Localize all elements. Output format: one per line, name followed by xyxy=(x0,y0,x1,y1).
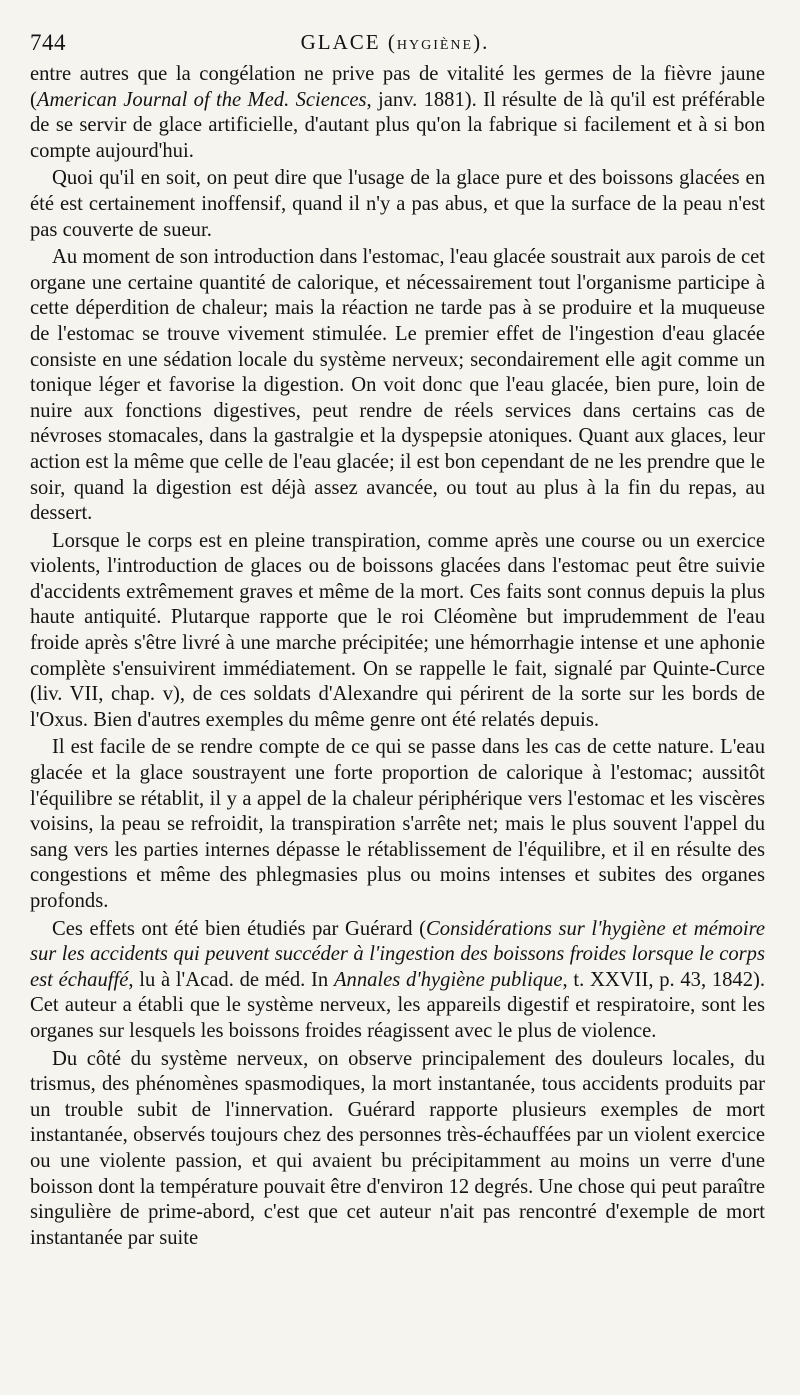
paragraph-6-text-a: Ces effets ont été bien étudiés par Guérard ( xyxy=(52,917,426,940)
paragraph-6-text-b: , lu à l'Acad. de méd. In xyxy=(128,968,334,991)
running-title-open: ( xyxy=(380,30,397,54)
paragraph-4: Lorsque le corps est en pleine transpiration, comme après une course ou un exercice violents, l'introduction de glaces ou de boissons glacées dans l'estomac peut être suivie d'accidents extrêmement graves et même de la mort. Ces faits sont connus depuis la plus haute antiquité. Plutarque rapporte que le roi Cléomène but imprudemment de l'eau froide après s'être livré à une marche précipitée; une hémorrhagie intense et une aphonie complète s'ensuivirent immédiatement. On se rappelle le fait, signalé par Quinte-Curce (liv. VII, chap. v), de ces soldats d'Alexandre qui périrent de la sorte sur les bords de l'Oxus. Bien d'autres exemples du même genre ont été relatés depuis. xyxy=(30,529,765,731)
paragraph-1-text-a: entre autres que la congélation ne prive pas de vitalité les germes de la fièvre jaune ( xyxy=(30,63,765,111)
running-title-main: GLACE xyxy=(300,30,381,54)
page-header xyxy=(30,28,760,58)
paragraph-1 xyxy=(30,62,765,164)
body-text xyxy=(30,62,765,1253)
annales-title: Annales d'hygiène publique xyxy=(333,968,563,991)
paragraph-3: Au moment de son introduction dans l'estomac, l'eau glacée soustrait aux parois de cet organe une certaine quantité de calorique, et nécessairement tout l'organisme participe à cette déperdition de chaleur; mais la réaction ne tarde pas à se produire et la muqueuse de l'estomac se trouve vivement stimulée. Le premier effet de l'ingestion d'eau glacée consiste en une sédation locale du système nerveux; secondairement elle agit comme un tonique léger et favorise la digestion. On voit donc que l'eau glacée, bien pure, loin de nuire aux fonctions digestives, peut rendre de réels services dans certains cas de névroses stomacales, dans la gastralgie et la dyspepsie atoniques. Quant aux glaces, leur action est la même que celle de l'eau glacée; il est bon cependant de ne les prendre que le soir, quand la digestion est déjà assez avancée, ou tout au plus à la fin du repas, au dessert. xyxy=(30,246,765,525)
paragraph-2: Quoi qu'il en soit, on peut dire que l'usage de la glace pure et des boissons glacées en été est certainement inoffensif, quand il n'y a pas abus, et que la surface de la peau n'est pas couverte de sueur. xyxy=(30,167,765,241)
page-number: 744 xyxy=(30,30,66,55)
paragraph-6-text-c: , t. XXVII, p. 43, 1842). Cet auteur a établi que le système nerveux, les appareils digestif et respiratoire, sont les organes sur lesquels les boissons froides réagissent avec le plus de violence. xyxy=(30,968,766,1042)
running-title-close: ). xyxy=(473,30,490,54)
paragraph-1-text-b: , janv. 1881). Il résulte de là qu'il est préférable de se servir de glace artificielle, d'autant plus qu'on la fabrique si facilement et à si bon compte aujourd'hui. xyxy=(30,88,765,162)
paragraph-7: Du côté du système nerveux, on observe principalement des douleurs locales, du trismus, des phénomènes spasmodiques, la mort instantanée, tous accidents produits par un trouble subit de l'innervation. Guérard rapporte plusieurs exemples de mort instantanée, observés toujours chez des personnes très-échauffées par un violent exercice ou une violente passion, et qui avaient bu précipitamment au moins un verre d'une boisson dont la température pouvait être d'environ 12 degrés. Une chose qui peut paraître singulière de prime-abord, c'est que cet auteur n'ait pas rencontré d'exemple de mort instantanée par suite xyxy=(30,1047,765,1249)
journal-citation: American Journal of the Med. Sciences xyxy=(36,88,367,111)
running-title xyxy=(30,30,760,55)
paragraph-6 xyxy=(30,917,765,1045)
paragraph-5: Il est facile de se rendre compte de ce qui se passe dans les cas de cette nature. L'eau glacée et la glace soustrayent une forte proportion de calorique à l'estomac; aussitôt l'équilibre se rétablit, il y a appel de la chaleur périphérique vers l'estomac et les viscères voisins, la peau se refroidit, la transpiration s'arrête net; mais le plus souvent l'appel du sang vers les parties internes dépasse le rétablissement de l'équilibre, et il en résulte des congestions et même des phlegmasies plus ou moins intenses et subites des organes profonds. xyxy=(30,736,765,912)
running-title-small: HYGIÈNE xyxy=(396,38,474,53)
guerard-work-title: Considérations sur l'hygiène et mémoire sur les accidents qui peuvent succéder à l'ingestion des boissons froides lorsque le corps est échauffé xyxy=(30,917,765,991)
